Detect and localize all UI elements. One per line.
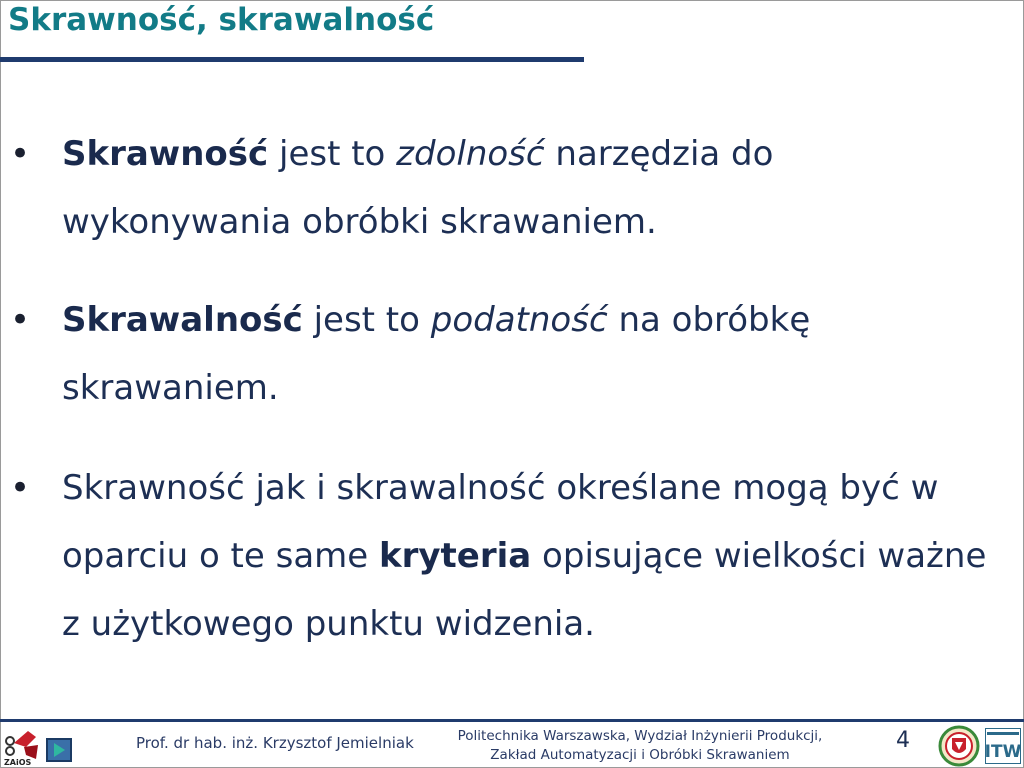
bullet-marker: • — [10, 468, 31, 508]
bullet-part: narzędzia do wykonywania obróbki skrawaniem. — [62, 134, 774, 242]
bullet-text — [62, 454, 992, 658]
next-slide-arrow-icon — [48, 740, 70, 760]
slide-title: Skrawność, skrawalność — [8, 2, 435, 38]
bullet-part: Skrawalność — [62, 300, 303, 340]
pw-crest-icon — [937, 725, 981, 767]
bullet-marker: • — [10, 300, 31, 340]
bullet-marker: • — [10, 134, 31, 174]
next-slide-button[interactable] — [46, 738, 72, 762]
footer-institution-line: Zakład Automatyzacji i Obróbki Skrawaniem — [490, 747, 790, 763]
itw-logo-text: ITW — [985, 742, 1021, 762]
bullet-part: opisujące wielkości ważne z użytkowego punktu widzenia. — [62, 536, 987, 644]
title-underline — [0, 57, 584, 62]
bullet-part: zdolność — [396, 134, 545, 174]
footer-institution-line: Politechnika Warszawska, Wydział Inżynierii Produkcji, — [457, 728, 823, 744]
bullet-part: podatność — [430, 300, 608, 340]
bullet-part: Skrawność jak i skrawalność określane mogą być w oparciu o te same — [62, 468, 939, 576]
slide-footer — [0, 722, 1024, 768]
zaios-logo-icon — [2, 725, 42, 767]
itw-logo-icon — [985, 728, 1021, 764]
bullet-part: Skrawność — [62, 134, 269, 174]
zaios-logo-text: ZAiOS — [4, 758, 32, 767]
page-number: 4 — [896, 728, 910, 753]
footer-institution — [440, 727, 840, 765]
bullet-part: jest to — [268, 134, 397, 174]
bullet-text — [62, 120, 992, 256]
footer-author: Prof. dr hab. inż. Krzysztof Jemielniak — [136, 734, 414, 752]
bullet-text — [62, 286, 992, 422]
bullet-part: na obróbkę skrawaniem. — [62, 300, 811, 408]
bullet-part: kryteria — [379, 536, 532, 576]
bullet-part: jest to — [302, 300, 431, 340]
